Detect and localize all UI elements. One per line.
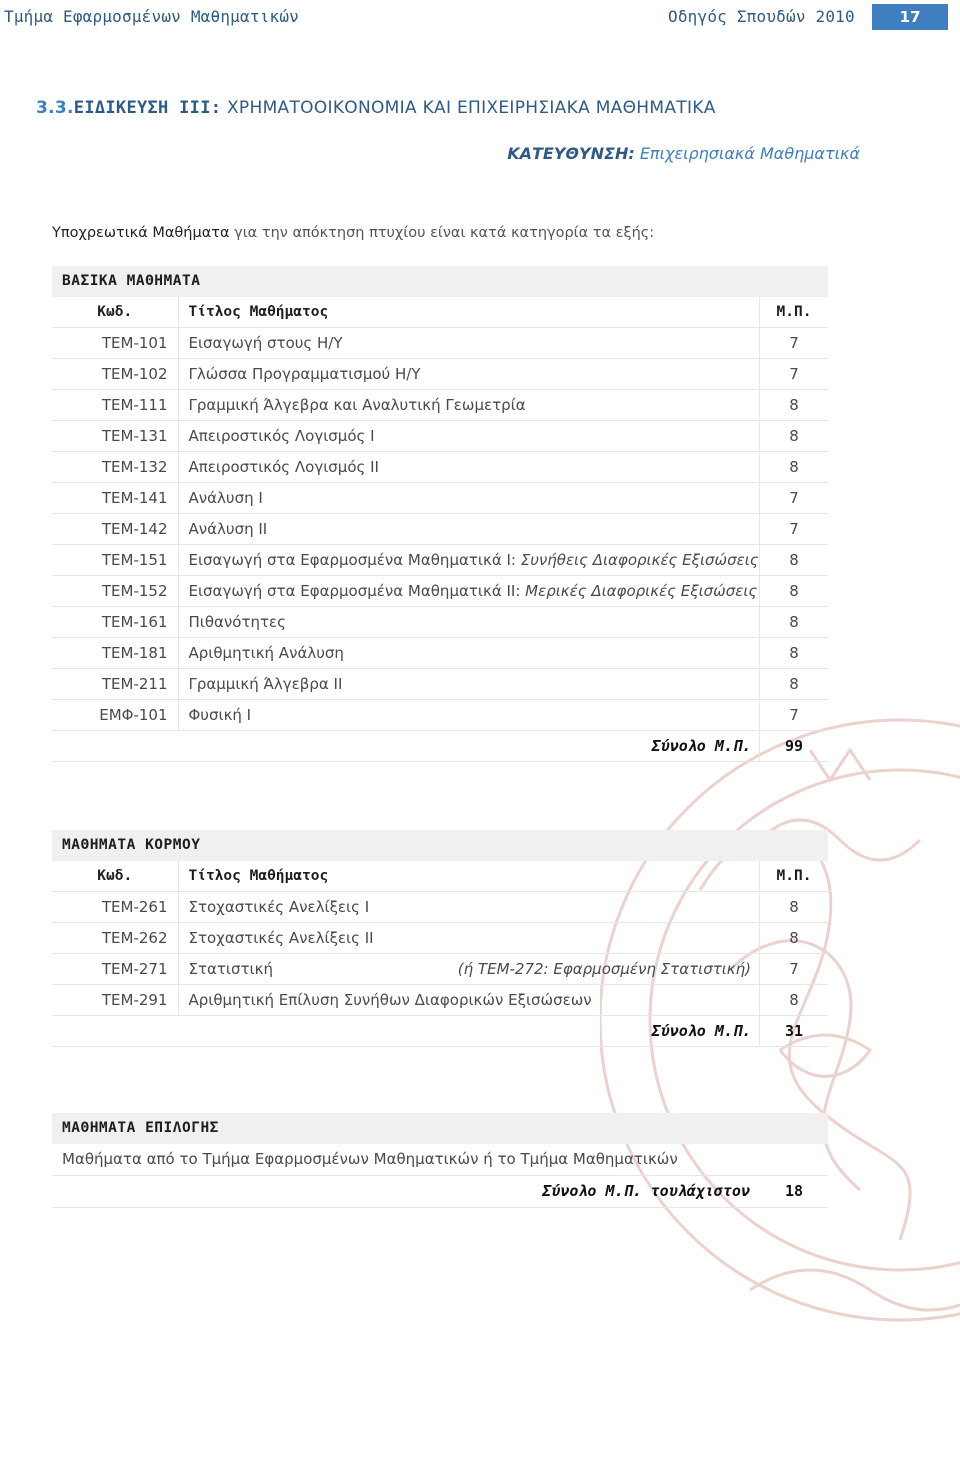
table-row <box>52 359 828 390</box>
core-courses-heading: ΜΑΘΗΜΑΤΑ ΚΟΡΜΟΥ <box>52 830 828 861</box>
elective-courses-heading: ΜΑΘΗΜΑΤΑ ΕΠΙΛΟΓΗΣ <box>52 1113 828 1144</box>
course-credits: 8 <box>760 390 829 421</box>
course-credits: 8 <box>760 669 829 700</box>
course-code: ΤΕΜ-271 <box>52 954 178 985</box>
table-row <box>52 892 828 923</box>
guide-title: Οδηγός Σπουδών 2010 <box>668 7 855 26</box>
course-credits: 8 <box>760 985 829 1016</box>
table-row <box>52 514 828 545</box>
course-credits: 8 <box>760 576 829 607</box>
course-credits: 8 <box>760 545 829 576</box>
course-title: Πιθανότητες <box>178 607 760 638</box>
course-subtitle: Συνήθεις Διαφορικές Εξισώσεις <box>520 551 759 569</box>
column-mp: Μ.Π. <box>760 297 829 328</box>
column-code: Κωδ. <box>52 297 178 328</box>
course-code: ΕΜΦ-101 <box>52 700 178 731</box>
direction-label: ΚΑΤΕΥΘΥΝΣΗ: <box>507 144 635 163</box>
course-credits: 8 <box>760 607 829 638</box>
table-row <box>52 638 828 669</box>
section-label: ΕΙΔΙΚΕΥΣΗ ΙΙΙ: <box>73 98 222 118</box>
course-code: ΤΕΜ-262 <box>52 923 178 954</box>
intro-rest: για την απόκτηση πτυχίου είναι κατά κατηγορία τα εξής: <box>229 225 655 241</box>
table-row <box>52 452 828 483</box>
alternative-course: (ή ΤΕΜ-272: Εφαρμοσμένη Στατιστική) <box>457 960 751 978</box>
total-value: 99 <box>760 731 829 762</box>
course-code: ΤΕΜ-132 <box>52 452 178 483</box>
course-credits: 7 <box>760 483 829 514</box>
course-title-main: Στατιστική <box>188 960 273 978</box>
course-title-main: Εισαγωγή στα Εφαρμοσμένα Μαθηματικά ΙΙ: <box>188 582 526 600</box>
section-name: ΧΡΗΜΑΤΟΟΙΚΟΝΟΜΙΑ ΚΑΙ ΕΠΙΧΕΙΡΗΣΙΑΚΑ ΜΑΘΗΜΑΤΙΚΑ <box>221 98 716 118</box>
course-title: Εισαγωγή στους Η/Υ <box>178 328 760 359</box>
column-title: Τίτλος Μαθήματος <box>178 861 760 892</box>
course-title-main: Εισαγωγή στα Εφαρμοσμένα Μαθηματικά Ι: <box>188 551 521 569</box>
course-code: ΤΕΜ-141 <box>52 483 178 514</box>
course-title <box>178 954 760 985</box>
course-title: Φυσική Ι <box>178 700 760 731</box>
total-label: Σύνολο Μ.Π. <box>52 731 760 762</box>
table-row <box>52 954 828 985</box>
core-courses-table <box>52 861 828 1047</box>
course-code: ΤΕΜ-181 <box>52 638 178 669</box>
total-row <box>52 1016 828 1047</box>
section-title <box>36 98 716 118</box>
page-header <box>0 0 960 34</box>
course-code: ΤΕΜ-211 <box>52 669 178 700</box>
course-title: Γραμμική Άλγεβρα ΙΙ <box>178 669 760 700</box>
course-title: Αριθμητική Ανάλυση <box>178 638 760 669</box>
basic-courses-block <box>52 266 828 762</box>
course-credits: 8 <box>760 421 829 452</box>
course-title: Αριθμητική Επίλυση Συνήθων Διαφορικών Εξισώσεων <box>178 985 760 1016</box>
course-code: ΤΕΜ-111 <box>52 390 178 421</box>
total-label: Σύνολο Μ.Π. τουλάχιστον <box>542 1182 750 1200</box>
column-title: Τίτλος Μαθήματος <box>178 297 760 328</box>
total-value: 31 <box>760 1016 829 1047</box>
course-title: Ανάλυση Ι <box>178 483 760 514</box>
section-number: 3.3. <box>36 98 74 118</box>
column-mp: Μ.Π. <box>760 861 829 892</box>
table-row <box>52 607 828 638</box>
total-value: 18 <box>784 1182 803 1200</box>
course-credits: 7 <box>760 954 829 985</box>
course-code: ΤΕΜ-102 <box>52 359 178 390</box>
course-code: ΤΕΜ-261 <box>52 892 178 923</box>
course-title: Στοχαστικές Ανελίξεις ΙΙ <box>178 923 760 954</box>
total-label: Σύνολο Μ.Π. <box>52 1016 760 1047</box>
course-title: Απειροστικός Λογισμός ΙΙ <box>178 452 760 483</box>
table-row <box>52 700 828 731</box>
course-code: ΤΕΜ-152 <box>52 576 178 607</box>
table-row <box>52 985 828 1016</box>
course-credits: 7 <box>760 328 829 359</box>
table-row <box>52 545 828 576</box>
elective-description: Μαθήματα από το Τμήμα Εφαρμοσμένων Μαθηματικών ή το Τμήμα Μαθηματικών <box>52 1144 828 1176</box>
direction-line <box>507 144 860 163</box>
course-title: Στοχαστικές Ανελίξεις Ι <box>178 892 760 923</box>
course-code: ΤΕΜ-151 <box>52 545 178 576</box>
table-row <box>52 576 828 607</box>
course-credits: 8 <box>760 892 829 923</box>
table-row <box>52 390 828 421</box>
page-number-badge: 17 <box>872 4 948 30</box>
total-row <box>52 1176 828 1208</box>
course-code: ΤΕΜ-142 <box>52 514 178 545</box>
core-courses-block <box>52 830 828 1047</box>
basic-courses-table <box>52 297 828 762</box>
course-credits: 7 <box>760 359 829 390</box>
course-credits: 7 <box>760 700 829 731</box>
department-name: Τμήμα Εφαρμοσμένων Μαθηματικών <box>4 7 299 26</box>
course-credits: 8 <box>760 923 829 954</box>
course-subtitle: Μερικές Διαφορικές Εξισώσεις <box>525 582 758 600</box>
course-title <box>178 576 760 607</box>
table-row <box>52 669 828 700</box>
table-header-row <box>52 861 828 892</box>
course-code: ΤΕΜ-101 <box>52 328 178 359</box>
course-title <box>178 545 760 576</box>
table-row <box>52 328 828 359</box>
table-header-row <box>52 297 828 328</box>
course-credits: 8 <box>760 452 829 483</box>
course-title: Ανάλυση ΙΙ <box>178 514 760 545</box>
course-title: Απειροστικός Λογισμός Ι <box>178 421 760 452</box>
intro-strong: Υποχρεωτικά Μαθήματα <box>52 225 230 241</box>
elective-courses-block <box>52 1113 828 1208</box>
table-row <box>52 923 828 954</box>
course-code: ΤΕΜ-291 <box>52 985 178 1016</box>
course-title: Γραμμική Άλγεβρα και Αναλυτική Γεωμετρία <box>178 390 760 421</box>
direction-value: Επιχειρησιακά Μαθηματικά <box>634 144 860 163</box>
table-row <box>52 483 828 514</box>
course-code: ΤΕΜ-131 <box>52 421 178 452</box>
basic-courses-heading: ΒΑΣΙΚΑ ΜΑΘΗΜΑΤΑ <box>52 266 828 297</box>
course-credits: 8 <box>760 638 829 669</box>
table-row <box>52 421 828 452</box>
course-code: ΤΕΜ-161 <box>52 607 178 638</box>
total-row <box>52 731 828 762</box>
course-credits: 7 <box>760 514 829 545</box>
course-title: Γλώσσα Προγραμματισμού Η/Υ <box>178 359 760 390</box>
intro-text <box>52 225 654 241</box>
column-code: Κωδ. <box>52 861 178 892</box>
